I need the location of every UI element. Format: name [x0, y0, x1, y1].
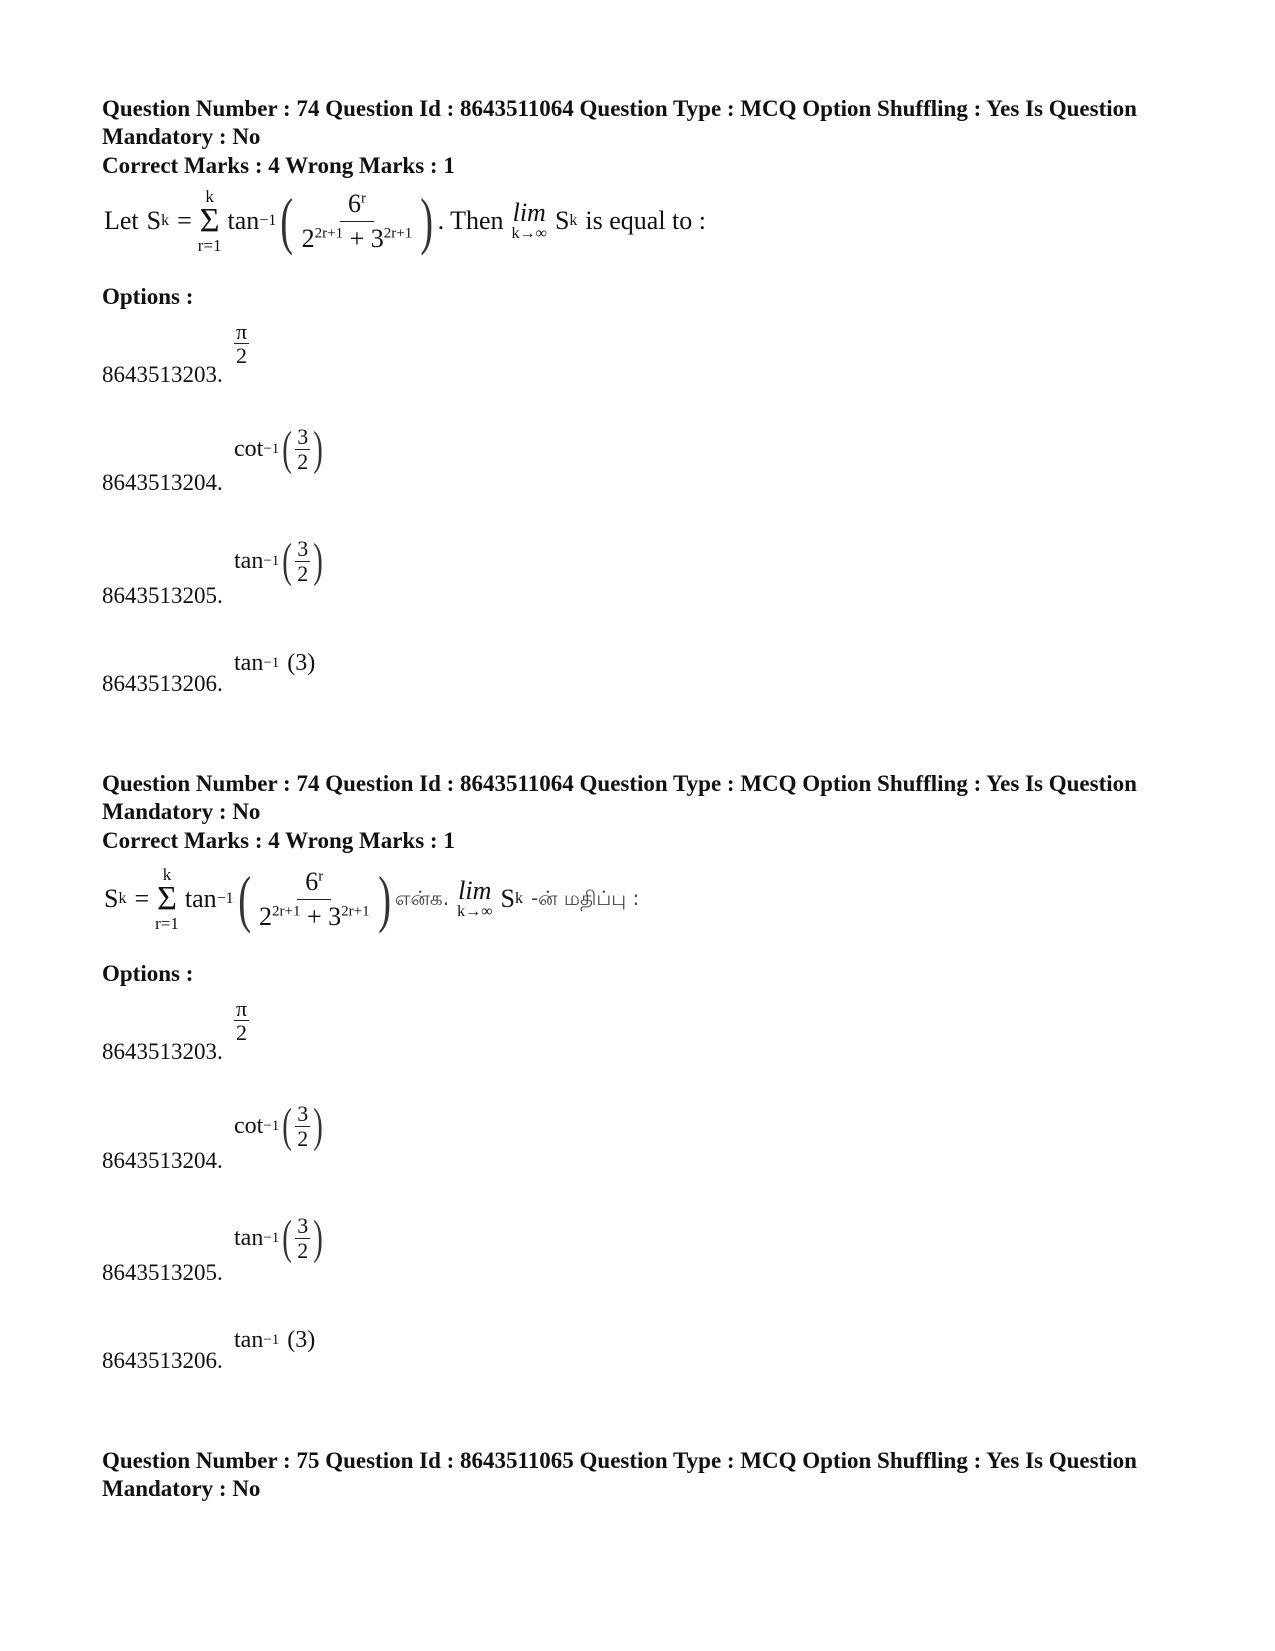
marks-line: Correct Marks : 4 Wrong Marks : 1	[102, 153, 455, 178]
marks-line: Correct Marks : 4 Wrong Marks : 1	[102, 828, 455, 853]
option-id: 8643513204.	[102, 1148, 223, 1173]
limit: lim k→∞	[511, 198, 547, 242]
option-math: cot −1 ( 3 2 )	[234, 1099, 324, 1152]
options-label: Options :	[102, 961, 194, 986]
question-header: Question Number : 75 Question Id : 8643511065 Question Type : MCQ Option Shuffling : Yes Is Question Mandatory : No	[102, 1448, 1137, 1501]
question-expression: S k = k Σ r=1 tan −1 ( $\frac{6^r}{2^{2r+1} + 3^{2r+1}}$ ) என்க. lim k→∞ S k -ன் மதிப்பு :	[104, 863, 640, 934]
question-lead: Let	[104, 206, 139, 235]
fraction: $\frac{6^r}{2^{2r+1} + 3^{2r+1}}$	[259, 866, 370, 931]
options-label: Options :	[102, 284, 194, 309]
option-math: π 2	[236, 319, 248, 369]
option-id: 8643513206.	[102, 671, 223, 696]
option-id: 8643513206.	[102, 1348, 223, 1373]
option-id: 8643513204.	[102, 470, 223, 495]
option-math: tan −1 (3)	[234, 650, 316, 676]
option-math: tan −1 ( 3 2 )	[234, 1211, 324, 1264]
summation: k Σ r=1	[197, 187, 222, 255]
question-expression: Let S k = k Σ r=1 tan −1 ( $\frac{6^r}{2^{2r+1} + 3^{2r+1}}$ ) . Then lim k→∞ S k is equal to :	[104, 185, 706, 256]
limit: lim k→∞	[457, 876, 493, 920]
option-id: 8643513203.	[102, 362, 223, 387]
option-math: π 2	[236, 996, 248, 1046]
summation: k Σ r=1	[155, 865, 179, 933]
option-math: tan −1 ( 3 2 )	[234, 534, 324, 587]
option-math: tan −1 (3)	[234, 1327, 316, 1353]
option-math: cot −1 ( 3 2 )	[234, 422, 324, 475]
question-header: Question Number : 74 Question Id : 8643511064 Question Type : MCQ Option Shuffling : Yes Is Question Mandatory : No	[102, 771, 1137, 824]
option-id: 8643513205.	[102, 583, 223, 608]
fraction: $\frac{6^r}{2^{2r+1} + 3^{2r+1}}$	[301, 188, 413, 253]
option-id: 8643513205.	[102, 1260, 223, 1285]
option-id: 8643513203.	[102, 1039, 223, 1064]
question-header: Question Number : 74 Question Id : 8643511064 Question Type : MCQ Option Shuffling : Yes Is Question Mandatory : No	[102, 96, 1137, 149]
